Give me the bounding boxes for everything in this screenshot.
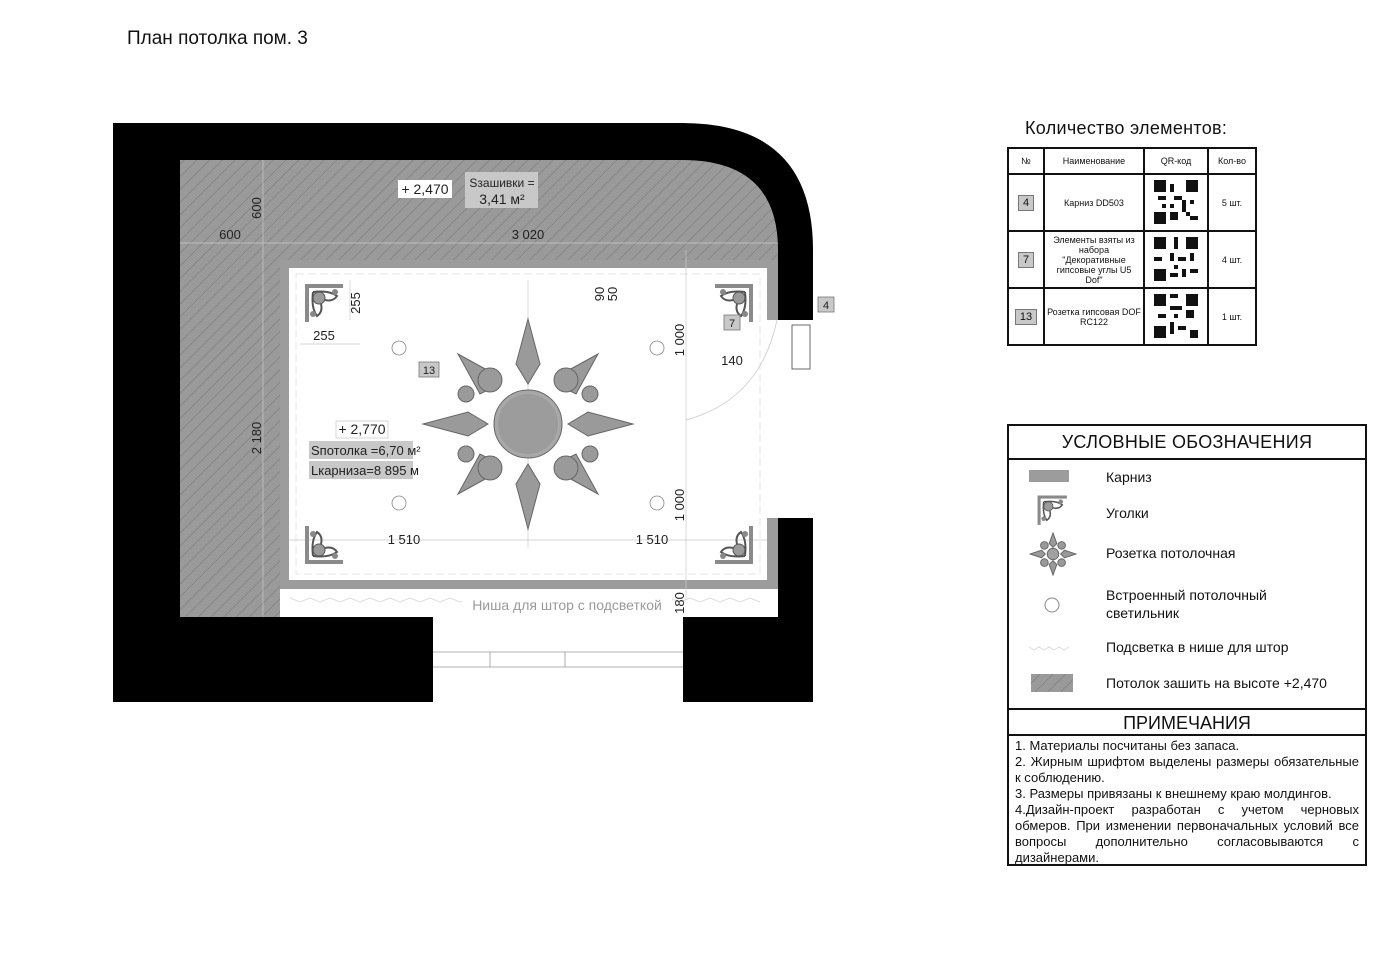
legend-label: Потолок зашить на высоте +2,470 [1106, 675, 1327, 691]
ceiling-light-2 [650, 341, 664, 355]
ceiling-rosette-icon [1029, 532, 1077, 576]
table-row [1008, 174, 1256, 231]
soffit-area-label: Sзашивки = [469, 176, 535, 190]
legend-label: Встроенный потолочный светильник [1106, 587, 1267, 621]
dim-2180: 2 180 [249, 421, 264, 455]
tag-7: 7 [728, 318, 736, 330]
count-table-title: Количество элементов: [1025, 118, 1228, 138]
ceiling-level: + 2,770 [338, 421, 386, 437]
dim-90: 90 [592, 286, 607, 302]
qr-code-icon[interactable] [1154, 237, 1198, 281]
drawing-title: План потолка пом. 3 [127, 28, 308, 49]
dim-255-vertical: 255 [348, 292, 363, 314]
tag-4: 4 [822, 300, 830, 312]
header-qr: QR-код [1144, 148, 1208, 174]
note-item: 1. Материалы посчитаны без запаса. [1015, 738, 1240, 753]
row-qty: 1 шт. [1208, 288, 1256, 345]
row-name: Элементы взяты из набора "Декоративные гипсовые углы U5 Dof" [1044, 231, 1144, 288]
header-qty: Кол-во [1208, 148, 1256, 174]
legend-title: УСЛОВНЫЕ ОБОЗНАЧЕНИЯ [1009, 426, 1365, 460]
note-item: 2. Жирным шрифтом выделены размеры обязательные к соблюдению. [1015, 754, 1359, 785]
dim-1510-left: 1 510 [387, 532, 421, 547]
dim-140: 140 [721, 353, 743, 368]
dim-600-horizontal: 600 [219, 227, 241, 242]
soffit-level: + 2,470 [401, 181, 449, 197]
table-row [1008, 288, 1256, 345]
legend-label: Карниз [1106, 469, 1152, 485]
cornice-swatch-icon [1027, 468, 1071, 484]
notes-list [1015, 738, 1359, 866]
cornice-length: Lкарниза=8 895 м [311, 463, 419, 478]
dim-1000-bottom: 1 000 [672, 488, 687, 522]
header-number: № [1008, 148, 1044, 174]
dim-50: 50 [605, 286, 620, 302]
dim-600-vertical: 600 [249, 197, 264, 219]
row-number: 13 [1015, 309, 1037, 325]
hatched-swatch-icon [1029, 672, 1075, 694]
row-name: Розетка гипсовая DOF RC122 [1044, 288, 1144, 345]
niche-light-line-icon [1027, 642, 1071, 652]
ceiling-light-1 [392, 341, 406, 355]
soffit-area-value: 3,41 м² [479, 191, 525, 207]
dim-1510-right: 1 510 [635, 532, 669, 547]
ceiling-light-4 [650, 496, 664, 510]
dim-255-horizontal: 255 [313, 328, 335, 343]
corner-ornament-icon [1033, 494, 1073, 528]
row-number: 7 [1018, 252, 1034, 268]
ceiling-light-icon [1043, 596, 1061, 614]
dim-3020: 3 020 [511, 227, 545, 242]
table-header-row [1008, 148, 1256, 174]
legend-label: Подсветка в нише для штор [1106, 639, 1289, 655]
tag-13: 13 [422, 365, 436, 377]
qr-code-icon[interactable] [1154, 180, 1198, 224]
note-item: 3. Размеры привязаны к внешнему краю молдингов. [1015, 786, 1332, 801]
notes-title: ПРИМЕЧАНИЯ [1009, 708, 1365, 736]
legend-label: Розетка потолочная [1106, 545, 1236, 561]
dim-180: 180 [672, 592, 687, 614]
qr-code-icon[interactable] [1154, 294, 1198, 338]
niche-label: Ниша для штор с подсветкой [472, 597, 662, 613]
dim-1000-top: 1 000 [672, 323, 687, 357]
door-bottom [433, 617, 683, 702]
count-table [1007, 147, 1257, 346]
row-name: Карниз DD503 [1044, 174, 1144, 231]
row-number: 4 [1018, 195, 1034, 211]
ceiling-light-3 [392, 496, 406, 510]
header-name: Наименование [1044, 148, 1144, 174]
note-item: 4.Дизайн-проект разработан с учетом черновых обмеров. При изменении первоначальных условий все вопросы дополнительно согласовываются с дизайнерами. [1015, 802, 1359, 865]
table-row [1008, 231, 1256, 288]
ceiling-area: Sпотолка =6,70 м² [311, 443, 421, 458]
row-qty: 4 шт. [1208, 231, 1256, 288]
row-qty: 5 шт. [1208, 174, 1256, 231]
legend-panel [1007, 424, 1367, 866]
legend-label: Уголки [1106, 505, 1149, 521]
